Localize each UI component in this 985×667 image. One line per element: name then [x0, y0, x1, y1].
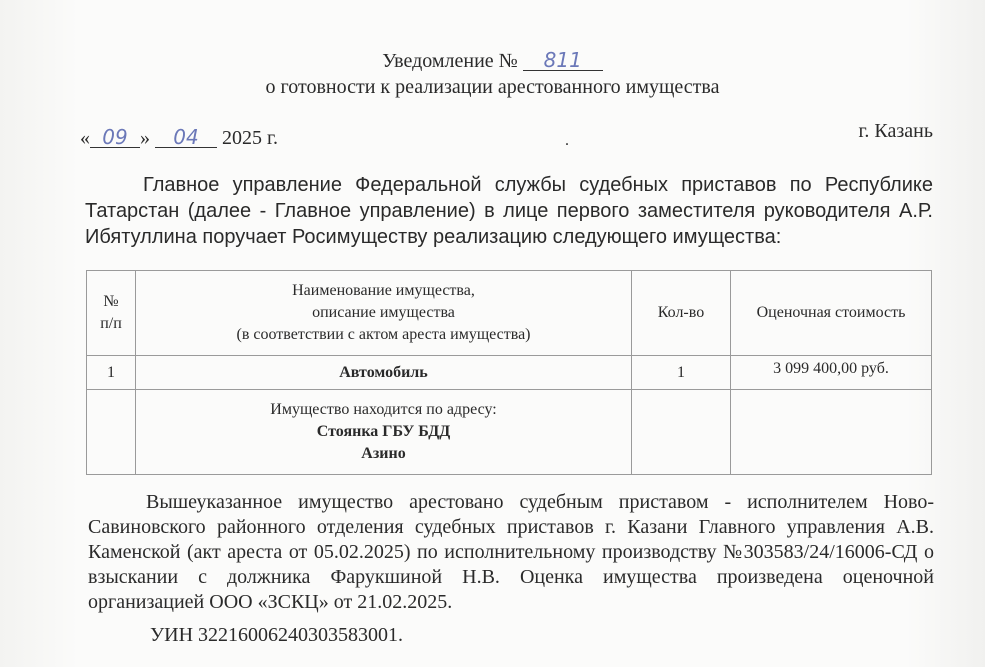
table-header-row — [87, 271, 932, 356]
body-paragraph: Вышеуказанное имущество арестовано судебным приставом - исполнителем Ново-Савиновского районного отделения судебных приставов г. Казани Главного управления А.В. Каменской (акт ареста от 05.02.2025) по исполнительному производству №303583/24/16006-СД о взыскании с должника Фарукшиной Н.В. Оценка имущества произведена оценочной организацией ООО «ЗСКЦ» от 21.02.2025. — [88, 491, 934, 613]
header-name-line1: Наименование имущества, — [292, 282, 475, 299]
stray-dot: . — [565, 132, 569, 149]
table-row — [87, 356, 932, 390]
header-name-line2: описание имущества — [312, 304, 455, 321]
header-value: Оценочная стоимость — [731, 271, 932, 356]
row-qty: 1 — [632, 356, 731, 390]
row-value: 3 099 400,00 руб. — [731, 356, 932, 390]
row-num: 1 — [87, 356, 136, 390]
date-line — [80, 127, 278, 150]
location-empty-value — [731, 390, 932, 475]
intro-paragraph: Главное управление Федеральной службы судебных приставов по Республике Татарстан (далее - Главное управление) в лице первого заместителя руководителя А.Р. Ибятуллина поручает Росимуществу реализацию следующего имущества: — [85, 174, 933, 248]
header-num-line2: п/п — [100, 315, 122, 332]
city-label: г. Казань — [858, 120, 933, 142]
location-line3-text: Азино — [361, 445, 406, 462]
header-name — [136, 271, 632, 356]
date-year: 2025 г. — [222, 127, 278, 149]
notice-subtitle: о готовности к реализации арестованного имущества — [265, 76, 720, 98]
date-month-handwritten: 04 — [155, 127, 217, 148]
date-open-quote: « — [80, 127, 90, 149]
date-close-quote: » — [140, 127, 150, 149]
location-line1: Имущество находится по адресу: — [270, 401, 497, 418]
location-cell — [136, 390, 632, 475]
date-day-handwritten: 09 — [90, 127, 140, 148]
header-name-line3: (в соответствии с актом ареста имущества) — [236, 326, 531, 343]
location-empty-num — [87, 390, 136, 475]
row-name-text: Автомобиль — [339, 363, 428, 381]
header-num — [87, 271, 136, 356]
location-line2 — [137, 421, 630, 443]
location-line2-text: Стоянка ГБУ БДД — [316, 423, 451, 440]
location-line3 — [137, 443, 630, 465]
location-empty-qty — [632, 390, 731, 475]
notice-number-handwritten: 811 — [523, 50, 603, 71]
notice-title-prefix: Уведомление № — [382, 50, 518, 72]
uin-line: УИН 32216006240303583001. — [150, 624, 404, 646]
header-qty: Кол-во — [632, 271, 731, 356]
row-name — [136, 356, 632, 390]
notice-title — [0, 50, 985, 73]
property-table — [86, 270, 932, 475]
header-num-line1: № — [103, 293, 119, 310]
table-row-location — [87, 390, 932, 475]
